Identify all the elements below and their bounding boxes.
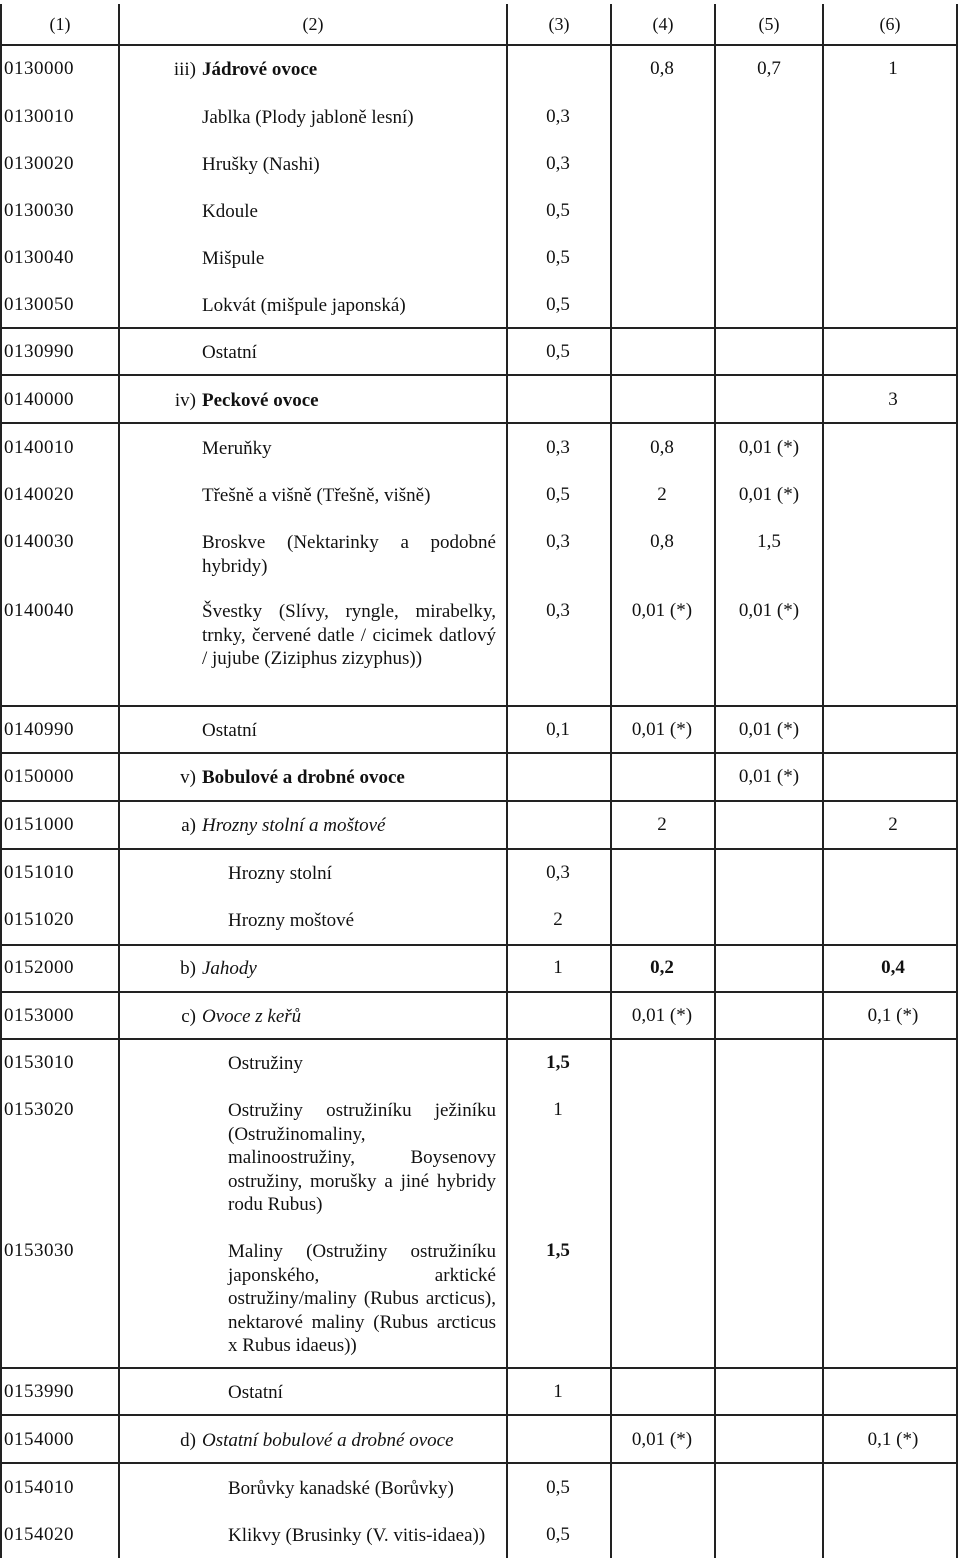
product-name: Lokvát (mišpule japonská) [202, 295, 406, 316]
product-code: 0130000 [4, 58, 74, 79]
product-code: 0151010 [4, 862, 74, 883]
product-name: Ovoce z keřů [202, 1006, 302, 1027]
mrl-value-c3: 1,5 [546, 1052, 570, 1073]
product-name: Hrozny stolní [228, 863, 332, 884]
product-code: 0154020 [4, 1524, 74, 1545]
mrl-value-c3: 0,5 [546, 341, 570, 362]
row-separator [2, 1038, 958, 1040]
product-code: 0140000 [4, 389, 74, 410]
product-name: Ostružiny [228, 1053, 303, 1074]
product-name: Ostatní [228, 1382, 283, 1403]
product-code: 0153000 [4, 1005, 74, 1026]
group-prefix: iii) [173, 59, 196, 80]
group-prefix: d) [180, 1430, 196, 1451]
product-code: 0151020 [4, 909, 74, 930]
mrl-value-c5: 0,01 (*) [738, 766, 800, 787]
row-separator [2, 44, 958, 46]
mrl-value-c3: 0,5 [546, 1477, 570, 1498]
product-name: Ostatní [202, 720, 257, 741]
product-name: Klikvy (Brusinky (V. vitis-idaea)) [228, 1525, 486, 1546]
product-name: Hrušky (Nashi) [202, 154, 320, 175]
mrl-value-c6: 0,4 [881, 957, 905, 978]
mrl-value-c5: 1,5 [757, 531, 781, 552]
product-name: Peckové ovoce [202, 390, 319, 411]
row-separator [2, 374, 958, 376]
product-name: Jablka (Plody jabloně lesní) [202, 107, 414, 128]
header-col-6: (6) [879, 14, 901, 34]
row-separator [2, 327, 958, 329]
product-code: 0130030 [4, 200, 74, 221]
mrl-value-c4: 0,8 [650, 437, 674, 458]
mrl-value-c5: 0,01 (*) [738, 600, 800, 621]
mrl-value-c4: 0,01 (*) [631, 1429, 693, 1450]
product-name: Jahody [202, 958, 257, 979]
product-code: 0151000 [4, 814, 74, 835]
mrl-value-c4: 0,01 (*) [631, 719, 693, 740]
mrl-value-c4: 0,8 [650, 531, 674, 552]
row-separator [2, 991, 958, 993]
mrl-value-c3: 1,5 [546, 1240, 570, 1261]
product-code: 0154000 [4, 1429, 74, 1450]
row-separator [2, 705, 958, 707]
row-separator [2, 1414, 958, 1416]
mrl-value-c6: 0,1 (*) [867, 1429, 919, 1450]
mrl-value-c3: 1 [553, 1099, 563, 1120]
product-code: 0130990 [4, 341, 74, 362]
product-code: 0140020 [4, 484, 74, 505]
row-separator [2, 1367, 958, 1369]
mrl-value-c6: 1 [888, 58, 898, 79]
product-name: Bobulové a drobné ovoce [202, 767, 405, 788]
product-code: 0150000 [4, 766, 74, 787]
product-code: 0140040 [4, 600, 74, 621]
group-prefix: c) [181, 1006, 196, 1027]
group-prefix: b) [180, 958, 196, 979]
row-separator [2, 944, 958, 946]
product-code: 0153030 [4, 1240, 74, 1261]
header-col-5: (5) [758, 14, 780, 34]
mrl-value-c4: 0,2 [650, 957, 674, 978]
mrl-value-c3: 0,3 [546, 437, 570, 458]
header-col-1: (1) [49, 14, 71, 34]
mrl-value-c3: 0,5 [546, 1524, 570, 1545]
mrl-value-c4: 0,8 [650, 58, 674, 79]
product-name: Meruňky [202, 438, 272, 459]
product-code: 0130050 [4, 294, 74, 315]
group-prefix: a) [181, 815, 196, 836]
product-name: Ostatní bobulové a drobné ovoce [202, 1430, 454, 1451]
product-name: Broskve (Nektarinky a podobné hybridy) [202, 532, 496, 577]
product-code: 0152000 [4, 957, 74, 978]
product-code: 0130010 [4, 106, 74, 127]
mrl-value-c3: 0,3 [546, 531, 570, 552]
mrl-value-c3: 0,3 [546, 862, 570, 883]
group-prefix: v) [180, 767, 196, 788]
product-code: 0140010 [4, 437, 74, 458]
product-code: 0154010 [4, 1477, 74, 1498]
product-name: Hrozny moštové [228, 910, 355, 931]
product-name: Jádrové ovoce [202, 59, 318, 80]
mrl-value-c4: 2 [657, 484, 667, 505]
column-divider-3 [610, 4, 612, 1558]
row-separator [2, 848, 958, 850]
header-col-3: (3) [548, 14, 570, 34]
product-name: Borůvky kanadské (Borůvky) [228, 1478, 454, 1499]
mrl-value-c5: 0,01 (*) [738, 719, 800, 740]
mrl-value-c3: 0,3 [546, 600, 570, 621]
mrl-value-c3: 0,5 [546, 200, 570, 221]
mrl-value-c3: 0,5 [546, 294, 570, 315]
row-separator [2, 800, 958, 802]
product-name: Hrozny stolní a moštové [202, 815, 386, 836]
product-code: 0153020 [4, 1099, 74, 1120]
mrl-value-c3: 0,3 [546, 106, 570, 127]
mrl-value-c3: 2 [553, 909, 563, 930]
header-col-2: (2) [302, 14, 324, 34]
mrl-value-c3: 1 [553, 1381, 563, 1402]
row-separator [2, 752, 958, 754]
mrl-value-c4: 0,01 (*) [631, 600, 693, 621]
mrl-value-c5: 0,01 (*) [738, 437, 800, 458]
mrl-value-c5: 0,01 (*) [738, 484, 800, 505]
product-code: 0130040 [4, 247, 74, 268]
product-name: Mišpule [202, 248, 265, 269]
mrl-value-c6: 0,1 (*) [867, 1005, 919, 1026]
mrl-value-c4: 2 [657, 814, 667, 835]
row-separator [2, 422, 958, 424]
mrl-value-c3: 0,3 [546, 153, 570, 174]
header-col-4: (4) [652, 14, 674, 34]
product-code: 0153010 [4, 1052, 74, 1073]
mrl-value-c3: 0,1 [546, 719, 570, 740]
group-prefix: iv) [174, 390, 196, 411]
mrl-value-c6: 3 [888, 389, 898, 410]
product-name: Ostatní [202, 342, 257, 363]
table-border-right [956, 4, 958, 1558]
product-name: Kdoule [202, 201, 258, 222]
mrl-value-c3: 1 [553, 957, 563, 978]
mrl-value-c5: 0,7 [757, 58, 781, 79]
product-code: 0140030 [4, 531, 74, 552]
mrl-value-c6: 2 [888, 814, 898, 835]
product-name: Ostružiny ostružiníku ježiníku (Ostružinomaliny, malinoostružiny, Boysenovy ostružiny, morušky a jiné hybridy rodu Rubus) [228, 1100, 496, 1215]
column-divider-2 [506, 4, 508, 1558]
mrl-value-c3: 0,5 [546, 484, 570, 505]
product-code: 0130020 [4, 153, 74, 174]
product-name: Třešně a višně (Třešně, višně) [202, 485, 431, 506]
table-border-left [0, 4, 2, 1558]
column-divider-5 [822, 4, 824, 1558]
product-name: Švestky (Slívy, ryngle, mirabelky, trnky, červené datle / cicimek datlový / jujube (Ziziphus zizyphus)) [202, 601, 496, 669]
product-code: 0153990 [4, 1381, 74, 1402]
mrl-value-c3: 0,5 [546, 247, 570, 268]
row-separator [2, 1462, 958, 1464]
product-code: 0140990 [4, 719, 74, 740]
product-name: Maliny (Ostružiny ostružiníku japonského, arktické ostružiny/maliny (Rubus arcticus), nektarové maliny (Rubus arcticus x Rubus idaeus)) [228, 1241, 496, 1356]
mrl-value-c4: 0,01 (*) [631, 1005, 693, 1026]
